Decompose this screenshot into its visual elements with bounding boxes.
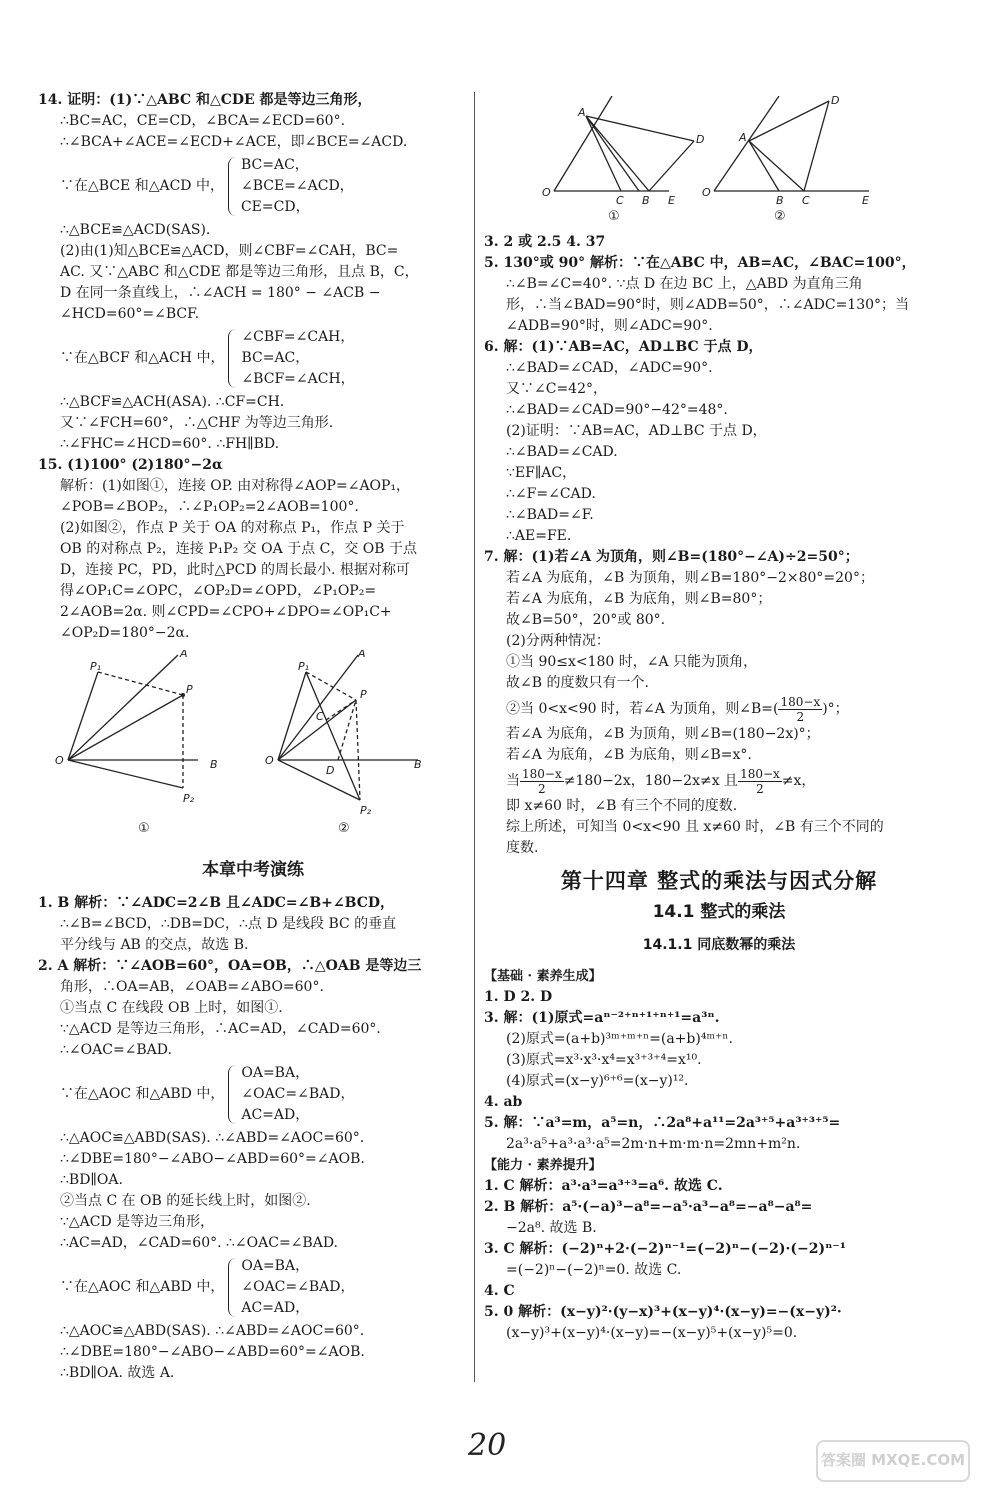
svg-text:A: A: [358, 650, 366, 660]
text-line: ∴△BCE≌△ACD(SAS).: [60, 222, 211, 238]
figure-label: ②: [774, 209, 786, 224]
svg-text:B: B: [414, 758, 422, 771]
system-row: ∠BCF=∠ACH，: [241, 371, 355, 387]
system-row: BC=AC，: [240, 157, 309, 173]
text-line: 5. 130°或 90° 解析：∵在△ABC 中，AB=AC，∠BAC=100°，: [484, 255, 916, 271]
text-line: ∴∠BAD=∠CAD=90°−42°=48°.: [506, 402, 728, 418]
text-line: ∴∠B=∠C=40°. ∵点 D 在边 BC 上，△ABD 为直角三角: [506, 276, 863, 292]
text-fragment: ②当 0<x<90 时，若∠A 为顶角，则∠B=(: [506, 701, 779, 717]
svg-text:O: O: [542, 186, 551, 199]
figure-label: ①: [138, 821, 150, 836]
figure-label: ②: [338, 821, 350, 836]
text-line: 14. 证明：(1)∵△ABC 和△CDE 都是等边三角形，: [38, 92, 372, 108]
text-line: ∴∠BAD=∠CAD.: [506, 444, 618, 460]
text-line: ∴∠B=∠BCD，∴DB=DC，∴点 D 是线段 BC 的垂直: [60, 916, 397, 932]
text-line: 又∵∠FCH=60°，∴△CHF 为等边三角形.: [60, 415, 334, 431]
equation-system: [38, 155, 468, 218]
brace: [228, 1258, 239, 1317]
text-line: =(−2)ⁿ−(−2)ⁿ=0. 故选 C.: [506, 1262, 682, 1278]
svg-text:D: D: [696, 133, 705, 146]
text-line: ∴∠FHC=∠HCD=60°. ∴FH∥BD.: [60, 436, 280, 452]
text-line: 3. C 解析：(−2)ⁿ+2·(−2)ⁿ⁻¹=(−2)ⁿ−(−2)·(−2)ⁿ⁻¹: [484, 1241, 846, 1257]
fraction: [520, 767, 564, 796]
system-row: CE=CD，: [240, 199, 310, 215]
text-line: 4. ab: [484, 1094, 523, 1110]
text-line: 故∠B=50°，20°或 80°.: [506, 612, 666, 628]
system-row: ∠CBF=∠CAH，: [241, 329, 355, 345]
system-lead: ∵在△BCE 和△ACD 中，: [60, 178, 224, 194]
text-line: ∵△ACD 是等边三角形，: [60, 1214, 215, 1230]
system-row: ∠OAC=∠BAD，: [241, 1279, 355, 1295]
page-number: 20: [468, 1428, 507, 1463]
svg-text:P: P: [360, 688, 367, 701]
fraction-numerator: 180−x: [780, 694, 821, 709]
text-line: 又∵∠C=42°，: [506, 381, 607, 397]
text-line: ∵EF∥AC，: [506, 465, 577, 481]
text-line: 1. B 解析：∵∠ADC=2∠B 且∠ADC=∠B+∠BCD，: [38, 895, 394, 911]
subsection-title: 14.1.1 同底数幂的乘法: [642, 937, 796, 953]
watermark-logo: 答案圈 MXQE.COM: [816, 1440, 970, 1482]
text-line: (2)证明：∵AB=AC，AD⊥BC 于点 D，: [506, 423, 767, 439]
text-line: ∵△ACD 是等边三角形，∴AC=AD，∠CAD=60°.: [60, 1021, 381, 1037]
text-line: 解析：(1)如图①，连接 OP. 由对称得∠AOP=∠AOP₁，: [60, 478, 411, 494]
left-column: [38, 90, 468, 1384]
q14-block: [38, 90, 468, 455]
chapter-exam-title: 本章中考演练: [202, 860, 304, 880]
text-line: 2. B 解析：a⁵·(−a)³−a⁸=−a⁵·a³−a⁸=−a⁸−a⁸=: [484, 1199, 813, 1215]
text-line: ①当点 C 在线段 OB 上时，如图①.: [60, 1000, 283, 1016]
svg-text:D: D: [326, 764, 335, 777]
text-line: 即 x≠60 时，∠B 有三个不同的度数.: [506, 798, 738, 814]
text-line: ∠OP₂D=180°−2α.: [60, 625, 190, 641]
fraction: [778, 695, 822, 724]
text-line: (4)原式=(x−y)⁶⁺⁶=(x−y)¹².: [506, 1073, 689, 1089]
system-row: ∠BCE=∠ACD，: [240, 178, 354, 194]
text-line: (3)原式=x³·x³·x⁴=x³⁺³⁺⁴=x¹⁰.: [506, 1052, 702, 1068]
svg-text:P₁: P₁: [90, 660, 102, 673]
text-line: 7. 解：(1)若∠A 为顶角，则∠B=(180°−∠A)÷2=50°；: [484, 549, 859, 565]
text-line: 5. 解：∵a³=m，a⁵=n，∴2a⁸+a¹¹=2a³⁺⁵+a³⁺³⁺⁵=: [484, 1115, 841, 1131]
text-line: ∠HCD=60°=∠BCF.: [60, 306, 200, 322]
text-line: ∠POB=∠BOP₂，∴∠P₁OP₂=2∠AOB=100°.: [60, 499, 359, 515]
text-line: −2a⁸. 故选 B.: [506, 1220, 597, 1236]
exam-q2-block: [38, 956, 468, 1384]
text-line: ∴∠DBE=180°−∠ABO−∠ABD=60°=∠AOB.: [60, 1151, 365, 1167]
q2-figure-svg: [484, 96, 884, 226]
fraction-denominator: 2: [756, 781, 764, 796]
svg-text:P₂: P₂: [183, 792, 195, 805]
q3-q7-block: [484, 232, 954, 859]
text-line: ∴∠BAD=∠CAD，∠ADC=90°.: [506, 360, 713, 376]
fraction-denominator: 2: [538, 781, 546, 796]
text-line: (x−y)³+(x−y)⁴·(x−y)=−(x−y)⁵+(x−y)⁵=0.: [506, 1325, 798, 1341]
svg-text:P₂: P₂: [360, 804, 372, 817]
q15-block: [38, 455, 468, 644]
text-line: 若∠A 为底角，∠B 为顶角，则∠B=180°−2×80°=20°；: [506, 570, 874, 586]
text-line: 2a³·a⁵+a³·a³·a⁵=2m·n+m·m·n=2mn+m²n.: [506, 1136, 801, 1152]
advanced-exercises: [484, 1155, 954, 1344]
text-line: 得∠OP₁C=∠OPC，∠OP₂D=∠OPD，∠P₁OP₂=: [60, 583, 377, 599]
svg-text:E: E: [668, 194, 675, 207]
system-row: OA=BA，: [241, 1258, 310, 1274]
text-line: 5. 0 解析：(x−y)²·(y−x)³+(x−y)⁴·(x−y)=−(x−y)²·: [484, 1304, 842, 1320]
text-line: 综上所述，可知当 0<x<90 且 x≠60 时，∠B 有三个不同的: [506, 819, 884, 835]
svg-text:P₁: P₁: [298, 660, 310, 673]
equation-system: [38, 1256, 468, 1319]
text-line: 15. (1)100° (2)180°−2α: [38, 457, 223, 473]
text-line: 角形，∴OA=AB，∠OAB=∠ABO=60°.: [60, 979, 324, 995]
system-lead: ∵在△AOC 和△ABD 中，: [60, 1086, 225, 1102]
svg-text:O: O: [702, 186, 711, 199]
svg-text:A: A: [180, 650, 188, 660]
text-line: [484, 694, 954, 724]
text-line: ∴△BCF≌△ACH(ASA). ∴CF=CH.: [60, 394, 285, 410]
text-line: ∴∠DBE=180°−∠ABO−∠ABD=60°=∠AOB.: [60, 1344, 365, 1360]
svg-text:B: B: [776, 194, 784, 207]
column-divider: [474, 92, 475, 1382]
text-line: ②当点 C 在 OB 的延长线上时，如图②.: [60, 1193, 311, 1209]
text-line: (2)如图②，作点 P 关于 OA 的对称点 P₁，作点 P 关于: [60, 520, 405, 536]
text-line: ∴∠OAC=∠BAD.: [60, 1042, 172, 1058]
text-line: ∴AE=FE.: [506, 528, 572, 544]
text-line: 若∠A 为底角，∠B 为底角，则∠B=80°；: [506, 591, 772, 607]
system-row: BC=AC，: [241, 350, 310, 366]
chapter-title: 第十四章 整式的乘法与因式分解: [560, 869, 878, 893]
text-fragment: ≠x，: [781, 773, 816, 789]
text-line: (2)由(1)知△BCE≌△ACD，则∠CBF=∠CAH，BC=: [60, 243, 399, 259]
svg-text:O: O: [265, 754, 274, 767]
system-row: AC=AD，: [241, 1107, 310, 1123]
text-line: 若∠A 为底角，∠B 为底角，则∠B=x°.: [506, 747, 752, 763]
svg-text:C: C: [316, 710, 324, 723]
text-fragment: ≠180−2x，180−2x≠x 且: [563, 773, 739, 789]
q15-figure-svg: [38, 650, 438, 850]
system-lead: ∵在△BCF 和△ACH 中，: [60, 350, 225, 366]
text-line: 若∠A 为底角，∠B 为顶角，则∠B=(180−2x)°；: [506, 726, 820, 742]
svg-text:D: D: [831, 96, 840, 107]
svg-text:B: B: [642, 194, 650, 207]
text-line: D，连接 PC，PD，此时△PCD 的周长最小. 根据对称可: [60, 562, 410, 578]
text-line: 4. C: [484, 1283, 515, 1299]
text-line: 3. 2 或 2.5 4. 37: [484, 234, 606, 250]
text-line: 2∠AOB=2α. 则∠CPD=∠CPO+∠DPO=∠OP₁C+: [60, 604, 392, 620]
fraction-numerator: 180−x: [522, 766, 562, 781]
exercise-tag: 【基础 · 素养生成】: [484, 969, 602, 984]
figure-label: ①: [608, 209, 620, 224]
equation-system: [38, 327, 468, 390]
svg-text:E: E: [862, 194, 869, 207]
text-line: (2)分两种情况：: [506, 633, 610, 649]
svg-text:B: B: [210, 758, 218, 771]
system-row: ∠OAC=∠BAD，: [241, 1086, 355, 1102]
text-line: 3. 解：(1)原式=aⁿ⁻²⁺ⁿ⁺¹⁺ⁿ⁺¹=a³ⁿ.: [484, 1010, 720, 1026]
svg-text:C: C: [802, 194, 810, 207]
text-line: 1. D 2. D: [484, 989, 553, 1005]
text-fragment: 当: [506, 773, 520, 789]
exercise-tag: 【能力 · 素养提升】: [484, 1158, 602, 1173]
svg-text:A: A: [739, 131, 747, 144]
svg-text:P: P: [186, 683, 193, 696]
text-line: 2. A 解析：∵∠AOB=60°，OA=OB，∴△OAB 是等边三: [38, 958, 422, 974]
text-line: ∴△AOC≌△ABD(SAS). ∴∠ABD=∠AOC=60°.: [60, 1323, 365, 1339]
brace: [228, 329, 239, 388]
text-line: ∠ADB=90°时，则∠ADC=90°.: [506, 318, 713, 334]
text-line: 度数.: [506, 840, 539, 856]
text-line: D 在同一条直线上，∴∠ACH = 180° − ∠ACB −: [60, 285, 381, 301]
text-fragment: )°；: [822, 701, 849, 717]
right-column: [484, 90, 954, 1344]
text-line: ∴BC=AC，CE=CD，∠BCA=∠ECD=60°.: [60, 113, 346, 129]
text-line: ∴△AOC≌△ABD(SAS). ∴∠ABD=∠AOC=60°.: [60, 1130, 365, 1146]
text-line: 故∠B 的度数只有一个.: [506, 675, 649, 691]
system-lead: ∵在△AOC 和△ABD 中，: [60, 1279, 225, 1295]
fraction-numerator: 180−x: [740, 766, 780, 781]
svg-text:O: O: [55, 754, 64, 767]
text-line: ∴∠BCA+∠ACE=∠ECD+∠ACE，即∠BCE=∠ACD.: [60, 134, 408, 150]
text-line: ∴AC=AD，∠CAD=60°. ∴∠OAC=∠BAD.: [60, 1235, 338, 1251]
q15-figures: [38, 650, 468, 850]
text-line: ∴∠F=∠CAD.: [506, 486, 596, 502]
text-line: 平分线与 AB 的交点，故选 B.: [60, 937, 249, 953]
brace: [228, 1065, 239, 1124]
system-row: AC=AD，: [241, 1300, 310, 1316]
equation-system: [38, 1063, 468, 1126]
svg-text:A: A: [578, 106, 586, 119]
section-title: 14.1 整式的乘法: [652, 902, 786, 922]
text-line: ∴BD∥OA.: [60, 1172, 123, 1188]
text-line: AC. 又∵△ABC 和△CDE 都是等边三角形，且点 B，C，: [60, 264, 419, 280]
text-line: ①当 90≤x<180 时，∠A 只能为顶角，: [506, 654, 758, 670]
text-line: ∴∠BAD=∠F.: [506, 507, 594, 523]
brace: [228, 157, 239, 216]
text-line: (2)原式=(a+b)³ᵐ⁺ᵐ⁺ⁿ=(a+b)⁴ᵐ⁺ⁿ.: [506, 1031, 733, 1047]
svg-text:C: C: [616, 194, 624, 207]
text-line: 1. C 解析：a³·a³=a³⁺³=a⁶. 故选 C.: [484, 1178, 723, 1194]
fraction-denominator: 2: [796, 709, 805, 724]
exam-q1-block: [38, 893, 468, 956]
basic-exercises: [484, 966, 954, 1155]
fraction: [738, 767, 782, 796]
text-line: 6. 解：(1)∵AB=AC，AD⊥BC 于点 D，: [484, 339, 763, 355]
text-line: ∴BD∥OA. 故选 A.: [60, 1365, 175, 1381]
system-row: OA=BA，: [241, 1065, 310, 1081]
text-line: OB 的对称点 P₂，连接 P₁P₂ 交 OA 于点 C，交 OB 于点: [60, 541, 417, 557]
text-line: 形，∴当∠BAD=90°时，则∠ADB=50°，∴∠ADC=130°；当: [506, 297, 910, 313]
q2-figures: [484, 96, 954, 226]
text-line: [484, 766, 954, 796]
